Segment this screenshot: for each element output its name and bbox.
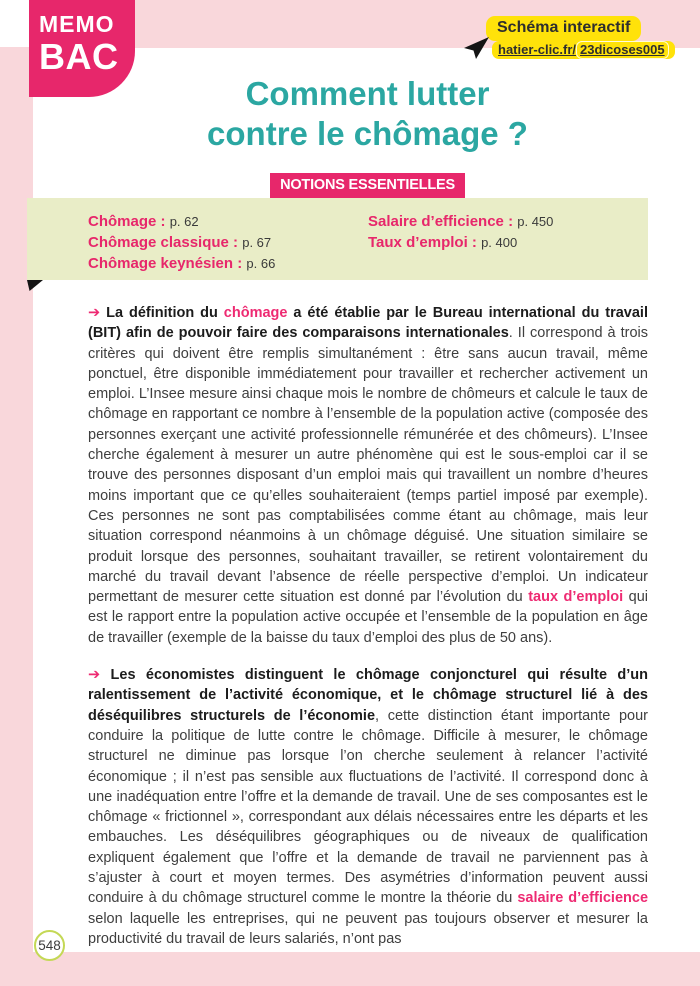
notion-item: [368, 211, 553, 232]
notion-term: Chômage keynésien :: [88, 255, 247, 272]
notion-item: [368, 232, 553, 253]
cursor-arrow-icon: [462, 36, 492, 60]
notions-banner: [35, 173, 700, 198]
notion-page-ref: p. 67: [242, 235, 272, 250]
notions-banner-label: NOTIONS ESSENTIELLES: [270, 173, 465, 198]
text-segment: a été établie par le Bureau international du travail (BIT) afin de pouvoir faire des comparaisons internationales: [88, 305, 648, 342]
notion-page-ref: p. 62: [169, 214, 199, 229]
text-segment: , cette distinction étant importante pour conduire la politique de lutte contre le chômage. Difficile à mesurer, le chômage structurel ne diminue pas lorsque l’on cherche seulement à relancer l’activité économique ; il n’est pas sensible aux fluctuations de l’activité. Il correspond donc à une inadéquation entre l’offre et la demande de travail. Une de ses composantes est le chômage « frictionnel », correspondant aux délais nécessaires entre les départs et les embauches. Les déséquilibres géographiques ou de niveaux de qualification expliquent également que l’offre et la demande de travail ne parviennent pas à s’ajuster à court et moyen termes. Des asymétries d’information peuvent aussi conduire à du chômage structurel comme le montre la théorie du: [88, 707, 648, 907]
text-segment: selon laquelle les entreprises, qui ne peuvent pas toujours observer et mesurer la productivité du travail de leurs salariés, n’ont pas: [88, 910, 648, 947]
notion-term: Chômage classique :: [88, 234, 243, 251]
title-line-2: contre le chômage ?: [207, 115, 528, 152]
text-segment: La définition du: [106, 305, 224, 321]
interactive-url-link[interactable]: [492, 41, 675, 59]
left-band: [0, 47, 33, 986]
arrow-bullet-icon: ➔: [88, 305, 107, 321]
url-prefix[interactable]: hatier-clic.fr/: [498, 42, 577, 57]
text-segment: . Il correspond à trois critères qui doivent être remplis simultanément : être sans aucun travail, même ponctuel, être disponible immédiatement pour travailler et rechercher activement un emploi. L’Insee mesure ainsi chaque mois le nombre de chômeurs et calcule le taux de chômage en rapportant ce nombre à l’ensemble de la population active (composée des personnes exerçant une activité professionnelle rémunérée et des chômeurs). L’Insee cherche également à mesurer un autre phénomène qui est le sous-emploi car il se trouve des personnes disposant d’un emploi mais qui travaillent un nombre d’heures moins important que ce qu’elles souhaiteraient (temps partiel imposé par exemple). Ces personnes ne sont pas comptabilisées comme étant au chômage, mais leur situation correspond néanmoins à un chômage déguisé. Une situation similaire se produit lorsque des personnes, souhaitant travailler, se retirent volontairement du marché du travail devant l’absence de réelle perspective d’emploi. Un indicateur permettant de mesurer cette situation est donné par l’évolution du: [88, 325, 648, 606]
text-segment: salaire d’efficience: [517, 890, 649, 907]
notion-term: Salaire d’efficience :: [368, 213, 518, 230]
text-segment: qui est le rapport entre la population active occupée et l’ensemble de la population en âge de travailler (exemple de la baisse du taux d’emploi des plus de 50 ans).: [88, 589, 648, 646]
arrow-bullet-icon: ➔: [88, 667, 111, 684]
notions-column-left: [88, 211, 275, 274]
notion-page-ref: p. 66: [246, 256, 276, 271]
notion-item: [88, 253, 275, 274]
page-number-badge: [34, 930, 65, 961]
interactive-schema-badge[interactable]: Schéma interactif: [486, 16, 641, 41]
notion-item: [88, 232, 275, 253]
title-line-1: Comment lutter: [245, 75, 490, 112]
text-segment: Les économistes distinguent le chômage conjoncturel qui résulte d’un ralentissement de l’activité économique, et le chômage structurel lié à des déséquilibres structurels de l’économie: [88, 667, 648, 724]
paragraph: [88, 303, 648, 648]
paragraph: [88, 665, 648, 949]
text-segment: chômage: [223, 305, 288, 321]
notion-term: Taux d’emploi :: [368, 234, 482, 251]
notions-column-right: [368, 211, 553, 253]
article-body: [88, 303, 648, 966]
notion-page-ref: p. 450: [517, 214, 554, 229]
notions-panel: [27, 198, 648, 280]
url-code[interactable]: 23dicoses005: [576, 41, 669, 59]
bac-label: BAC: [39, 36, 119, 77]
page-number: 548: [38, 938, 61, 953]
notion-page-ref: p. 400: [481, 235, 518, 250]
text-segment: taux d’emploi: [528, 589, 624, 606]
corner-fold-triangle: [27, 280, 43, 291]
notion-item: [88, 211, 275, 232]
page-title: [35, 74, 700, 154]
notion-term: Chômage :: [88, 213, 170, 230]
memo-label: MEMO: [39, 11, 115, 37]
